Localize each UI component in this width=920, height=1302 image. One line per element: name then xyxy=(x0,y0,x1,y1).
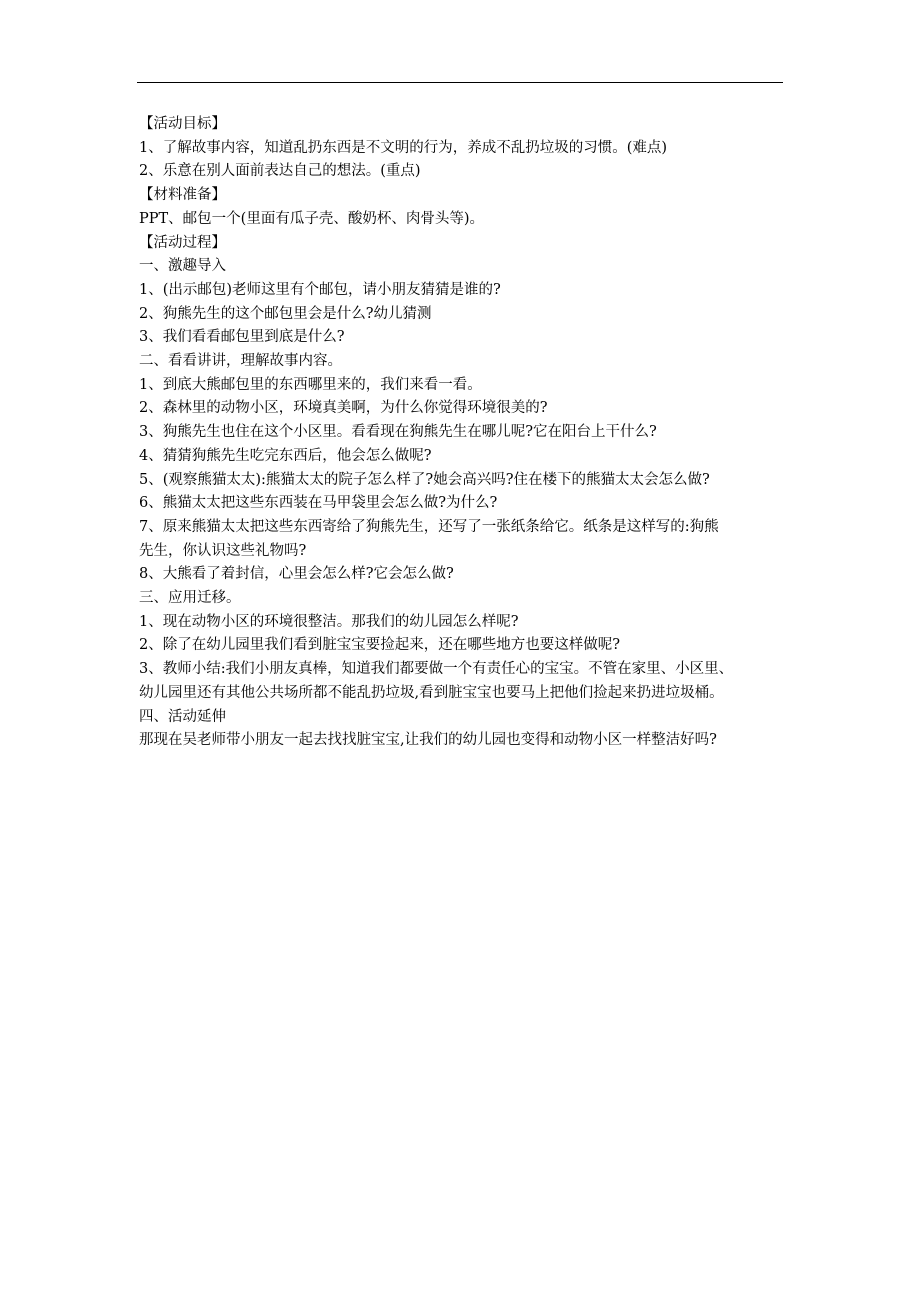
document-body xyxy=(139,113,787,753)
section-heading-process: 【活动过程】 xyxy=(139,234,226,251)
section-heading-goals: 【活动目标】 xyxy=(139,116,226,132)
process-item: 5、(观察熊猫太太):熊猫太太的院子怎么样了?她会高兴吗?住在楼下的熊猫太太会怎么做? xyxy=(139,471,710,488)
application-item: 1、现在动物小区的环境很整洁。那我们的幼儿园怎么样呢? xyxy=(139,613,519,630)
header-rule xyxy=(137,82,783,83)
extension-text: 那现在吴老师带小朋友一起去找找脏宝宝,让我们的幼儿园也变得和动物小区一样整洁好吗? xyxy=(139,732,717,749)
process-item: 3、我们看看邮包里到底是什么? xyxy=(139,329,345,346)
goal-item: 1、了解故事内容，知道乱扔东西是不文明的行为，养成不乱扔垃圾的习惯。(难点) xyxy=(139,139,668,156)
subsection-heading: 一、激趣导入 xyxy=(139,258,226,275)
process-item: 1、到底大熊邮包里的东西哪里来的，我们来看一看。 xyxy=(139,376,482,393)
process-item-continued: 先生，你认识这些礼物吗? xyxy=(139,542,307,559)
process-item: 6、熊猫太太把这些东西装在马甲袋里会怎么做?为什么? xyxy=(139,495,498,512)
application-item: 3、教师小结:我们小朋友真棒，知道我们都要做一个有责任心的宝宝。不管在家里、小区里、 xyxy=(139,661,734,678)
process-item: 8、大熊看了着封信，心里会怎么样?它会怎么做? xyxy=(139,566,454,583)
process-item: 3、狗熊先生也住在这个小区里。看看现在狗熊先生在哪儿呢?它在阳台上干什么? xyxy=(139,424,657,441)
section-heading-materials: 【材料准备】 xyxy=(139,187,226,204)
process-item: 2、森林里的动物小区，环境真美啊，为什么你觉得环境很美的? xyxy=(139,400,548,417)
process-item: 4、猜猜狗熊先生吃完东西后，他会怎么做呢? xyxy=(139,447,432,464)
materials-text: PPT、邮包一个(里面有瓜子壳、酸奶杯、肉骨头等)。 xyxy=(139,210,484,227)
goal-item: 2、乐意在别人面前表达自己的想法。(重点) xyxy=(139,163,421,180)
subsection-heading: 二、看看讲讲，理解故事内容。 xyxy=(139,353,342,370)
subsection-heading: 三、应用迁移。 xyxy=(139,590,241,607)
subsection-heading: 四、活动延伸 xyxy=(139,708,226,725)
process-item: 1、(出示邮包)老师这里有个邮包，请小朋友猜猜是谁的? xyxy=(139,281,501,298)
application-item-continued: 幼儿园里还有其他公共场所都不能乱扔垃圾,看到脏宝宝也要马上把他们捡起来扔进垃圾桶。 xyxy=(139,684,724,701)
process-item: 2、狗熊先生的这个邮包里会是什么?幼儿猜测 xyxy=(139,305,432,322)
application-item: 2、除了在幼儿园里我们看到脏宝宝要捡起来，还在哪些地方也要这样做呢? xyxy=(139,637,620,654)
process-item: 7、原来熊猫太太把这些东西寄给了狗熊先生，还写了一张纸条给它。纸条是这样写的:狗熊 xyxy=(139,518,719,535)
